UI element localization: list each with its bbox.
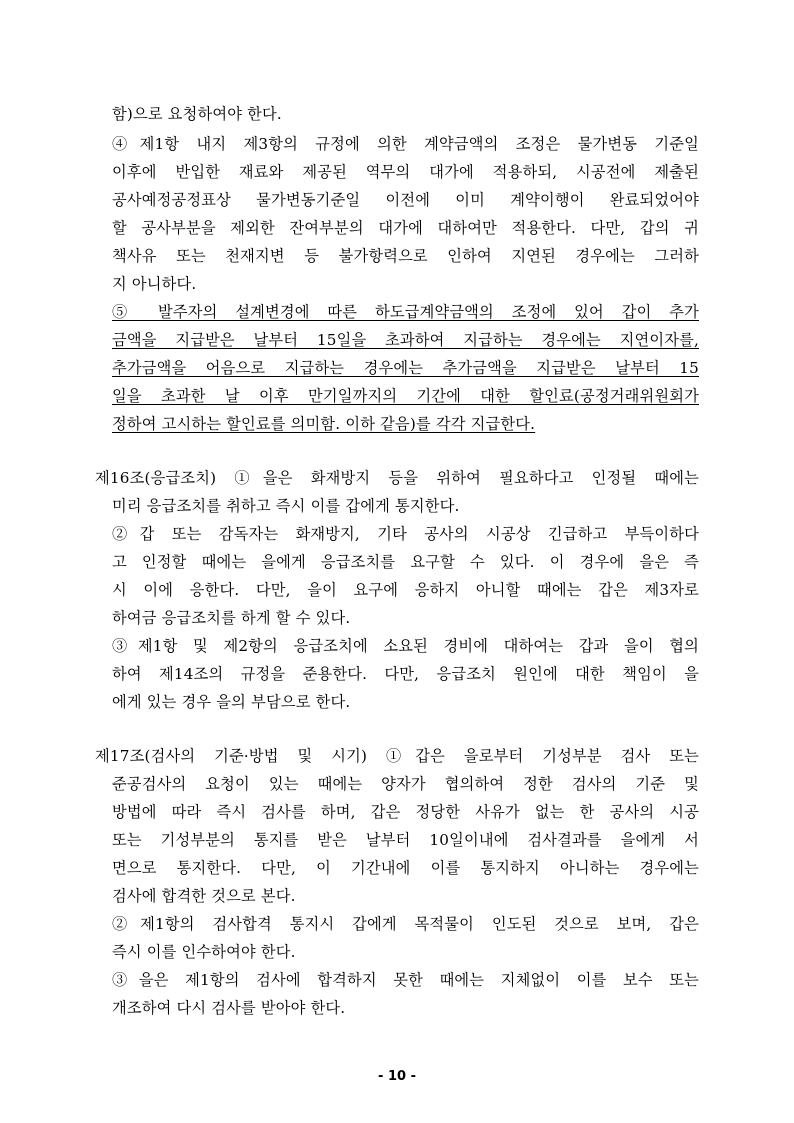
- text-line: 함)으로 요청하여야 한다.: [112, 105, 282, 123]
- underlined-text-line: ⑤ 발주자의 설계변경에 따른 하도급계약금액의 조정에 있어 갑이 추가: [112, 303, 699, 321]
- text-line: 고 인정할 때에는 을에게 응급조치를 요구할 수 있다. 이 경우에 을은 즉: [112, 553, 699, 571]
- text-line: ②제1항의 검사합격 통지시 갑에게 목적물이 인도된 것으로 보며, 갑은: [112, 915, 699, 933]
- article-heading-line: 제16조(응급조치) ①을은 화재방지 등을 위하여 필요하다고 인정될 때에는: [95, 469, 699, 487]
- text-line: 공사예정공정표상 물가변동기준일 이전에 이미 계약이행이 완료되었어야: [112, 191, 699, 209]
- text-line: 시 이에 응한다. 다만, 을이 요구에 응하지 아니할 때에는 갑은 제3자로: [112, 581, 699, 599]
- text-line: 개조하여 다시 검사를 받아야 한다.: [112, 999, 346, 1017]
- text-line: 검사에 합격한 것으로 본다.: [112, 887, 296, 905]
- text-line: 책사유 또는 천재지변 등 불가항력으로 인하여 지연된 경우에는 그러하: [112, 247, 699, 265]
- text-line: 또는 기성부분의 통지를 받은 날부터 10일이내에 검사결과를 을에게 서: [112, 831, 699, 849]
- underlined-text-line: 일을 초과한 날 이후 만기일까지의 기간에 대한 할인료(공정거래위원회가: [112, 387, 699, 405]
- text-line: ②갑 또는 감독자는 화재방지, 기타 공사의 시공상 긴급하고 부득이하다: [112, 525, 699, 543]
- text-line: 준공검사의 요청이 있는 때에는 양자가 협의하여 정한 검사의 기준 및: [112, 775, 699, 793]
- underlined-text-line: 금액을 지급받은 날부터 15일을 초과하여 지급하는 경우에는 지연이자를,: [112, 331, 699, 349]
- text-line: 즉시 이를 인수하여야 한다.: [112, 943, 296, 961]
- text-line: 지 아니하다.: [112, 275, 197, 293]
- text-line: ③제1항 및 제2항의 응급조치에 소요된 경비에 대하여는 갑과 을이 협의: [112, 637, 699, 655]
- text-line: 방법에 따라 즉시 검사를 하며, 갑은 정당한 사유가 없는 한 공사의 시공: [112, 803, 699, 821]
- text-line: 미리 응급조치를 취하고 즉시 이를 갑에게 통지한다.: [112, 497, 460, 515]
- article-heading-line: 제17조(검사의 기준·방법 및 시기) ①갑은 을로부터 기성부분 검사 또는: [95, 747, 699, 765]
- page-number: - 10 -: [378, 1069, 416, 1084]
- text-line: 하여금 응급조치를 하게 할 수 있다.: [112, 609, 351, 627]
- text-line: ③을은 제1항의 검사에 합격하지 못한 때에는 지체없이 이를 보수 또는: [112, 971, 699, 989]
- text-line: 이후에 반입한 재료와 제공된 역무의 대가에 적용하되, 시공전에 제출된: [112, 163, 699, 181]
- text-line: 면으로 통지한다. 다만, 이 기간내에 이를 통지하지 아니하는 경우에는: [112, 859, 699, 877]
- text-line: 에게 있는 경우 을의 부담으로 한다.: [112, 693, 351, 711]
- underlined-text-line: 추가금액을 어음으로 지급하는 경우에는 추가금액을 지급받은 날부터 15: [112, 359, 699, 377]
- text-line: 하여 제14조의 규정을 준용한다. 다만, 응급조치 원인에 대한 책임이 을: [112, 665, 699, 683]
- underlined-text-line: 정하여 고시하는 할인료를 의미함. 이하 같음)를 각각 지급한다.: [112, 415, 536, 433]
- text-line: 할 공사부분을 제외한 잔여부분의 대가에 대하여만 적용한다. 다만, 갑의 귀: [112, 219, 699, 237]
- text-line: ④제1항 내지 제3항의 규정에 의한 계약금액의 조정은 물가변동 기준일: [112, 135, 699, 153]
